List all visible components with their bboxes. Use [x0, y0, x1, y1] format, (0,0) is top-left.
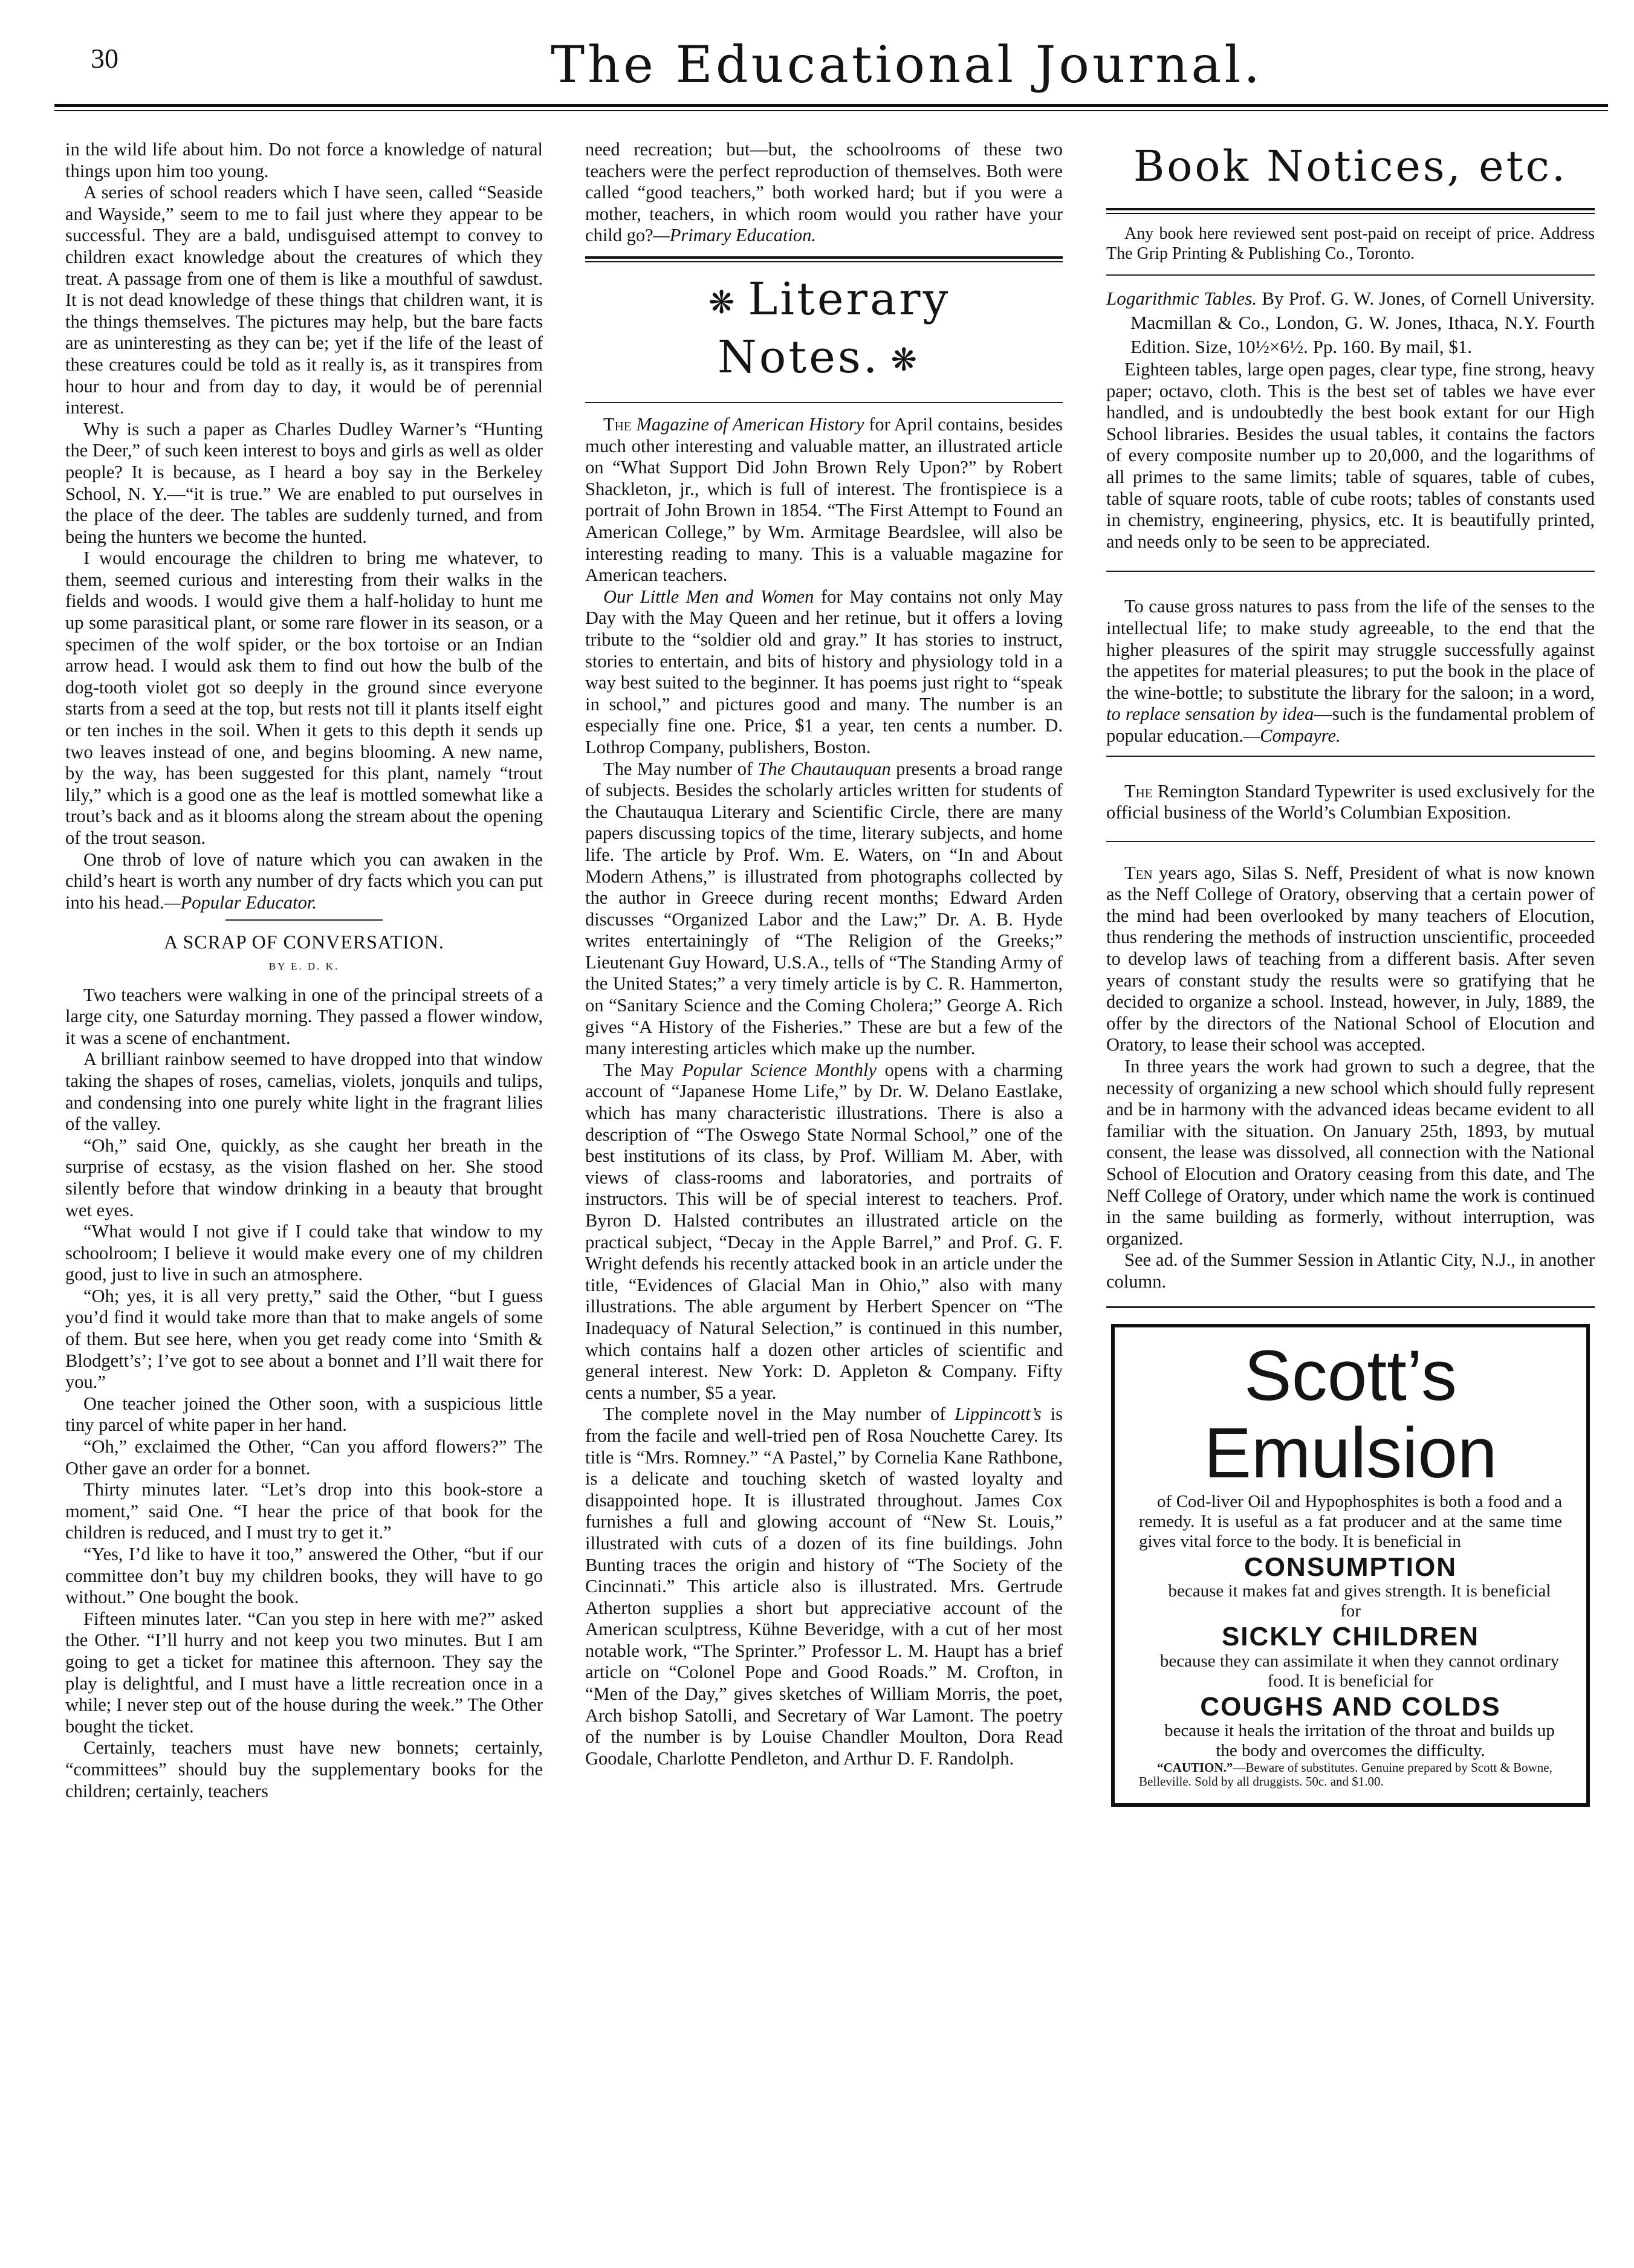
book-details: By Prof. G. W. Jones, of Cornell University. Macmillan & Co., London, G. W. Jones, Ithaca, N.Y. Fourth Edition. Size, 10½×6½. Pp. 160. By mail, $1.	[1130, 288, 1595, 357]
divider	[1106, 841, 1595, 842]
page-number: 30	[91, 43, 118, 74]
column-middle	[585, 139, 1063, 1769]
column-left	[65, 139, 543, 1802]
publication-title: Popular Science Monthly	[682, 1059, 877, 1080]
source-credit: —Primary Education.	[653, 225, 817, 246]
paragraph-lead: The	[1124, 780, 1153, 802]
heading-text: Literary Notes.	[718, 273, 951, 383]
paragraph: “Yes, I’d like to have it too,” answered the Other, “but if our committee don’t buy my children books, they will have to go without.” One bought the book.	[65, 1544, 543, 1608]
paragraph	[585, 586, 1063, 759]
paragraph	[585, 759, 1063, 1060]
divider	[1106, 274, 1595, 276]
masthead-rule-thin	[54, 110, 1608, 111]
source-credit: —Compayre.	[1243, 725, 1341, 746]
masthead-rule	[54, 104, 1608, 107]
ad-text: because it makes fat and gives strength. It is beneficial for	[1168, 1581, 1551, 1621]
quote-paragraph	[1106, 596, 1595, 747]
ad-title-line1: Scott’s	[1244, 1335, 1457, 1416]
paragraph: In three years the work had grown to such a degree, that the necessity of organizing a new school which should fully represent and be in harmony with the advanced ideas became evident to all familiar with the situation. On January 25th, 1893, by mutual consent, the lease was dissolved, all connection with the National School of Elocution and Oratory ceasing from this date, and The Neff College of Oratory, under which name the work is continued in the same building as formerly, without interruption, was organized.	[1106, 1056, 1595, 1249]
paragraph: Thirty minutes later. “Let’s drop into this book-store a moment,” said One. “I hear the price of that book for the children is reduced, and I must try to get it.”	[65, 1479, 543, 1543]
flower-ornament-icon: ❋	[890, 342, 919, 379]
paragraph: in the wild life about him. Do not force a knowledge of natural things upon him too young.	[65, 139, 543, 181]
paragraph-text: for April contains, besides much other interesting and valuable matter, an illustrated article on “What Support Did John Brown Rely Upon?” by Robert Shackleton, jr., which is full of interest. The frontispiece is a portrait of John Brown in 1854. “The First Attempt to Found an American College,” by Wm. Armitage Beardslee, will also be interesting reading to many. This is a valuable magazine for American teachers.	[585, 414, 1063, 586]
book-title: Logarithmic Tables.	[1106, 288, 1257, 309]
paragraph: “Oh,” said One, quickly, as she caught her breath in the surprise of ecstasy, as the vision flashed on her. She stood silently before that window drinking in a beauty that brought wet eyes.	[65, 1135, 543, 1220]
paragraph: “What would I not give if I could take that window to my schoolroom; I believe it would make every one of my children good, just to live in such an atmosphere.	[65, 1221, 543, 1285]
paragraph-lead: The complete novel in the May number of	[603, 1404, 946, 1425]
paragraph-text: To cause gross natures to pass from the life of the senses to the intellectual life; to make study agreeable, to the end that the higher pleasures of the spirit may struggle successfully against the appetites for material pleasures; to put the book in the place of the wine-bottle; to substitute the library for the saloon; in a word,	[1106, 596, 1595, 703]
paragraph-text: —such is the fundamental problem of popular education.	[1106, 704, 1595, 746]
paragraph-text: need recreation; but—but, the schoolrooms of these two teachers were the perfect reproduction of themselves. Both were called “good teachers,” both worked hard; but if you were a mother, teachers, in which room would you rather have your child go?	[585, 139, 1063, 246]
paragraph-lead: Ten	[1124, 862, 1153, 883]
ad-caption-coughs-colds: COUGHS AND COLDS	[1200, 1691, 1501, 1722]
paragraph	[585, 1060, 1063, 1404]
source-credit: —Popular Educator.	[164, 892, 317, 913]
paragraph-lead: The May	[603, 1059, 674, 1080]
divider	[225, 919, 383, 921]
paragraph: A brilliant rainbow seemed to have dropped into that window taking the shapes of roses, camelias, violets, jonquils and tulips, and condensing into one purely white light in the fragrant lilies of the valley.	[65, 1049, 543, 1135]
ad-caution	[1139, 1761, 1562, 1789]
paragraph-text: One throb of love of nature which you can awaken in the child’s heart is worth any number of dry facts which you can put into his head.	[65, 849, 543, 913]
paragraph	[585, 1404, 1063, 1769]
column-right	[1106, 139, 1595, 1807]
paragraph-text: presents a broad range of subjects. Besides the scholarly articles written for students of the Chautauqua Literary and Scientific Circle, there are many papers discussing topics of the time, literary subjects, and home life. The article by Prof. Wm. E. Waters, on “In and About Modern Athens,” is illustrated from photographs collected by the author in Greece during recent months; Edward Arden discusses “Organized Labor and the Law;” Dr. A. B. Hyde writes entertainingly of “The Religion of the Greeks;” Lieutenant Guy Howard, U.S.A., tells of “The Standing Army of the United States;” a very timely article is by C. R. Hammerton, on “Sanitary Science and the Coming Cholera;” George A. Rich gives “A History of the Fisheries.” These are but a few of the many interesting articles which make up the number.	[585, 758, 1063, 1059]
emphasis: to replace sensation by idea	[1106, 704, 1314, 725]
ad-body: of Cod-liver Oil and Hypophosphites is both a food and a remedy. It is useful as a fat producer and at the same time gives vital force to the body. It is beneficial in	[1139, 1491, 1562, 1551]
ad-text: because they can assimilate it when they cannot ordinary food. It is beneficial for	[1159, 1651, 1560, 1691]
publication-title: The Chautauquan	[757, 758, 891, 779]
paragraph: Two teachers were walking in one of the principal streets of a large city, one Saturday morning. They passed a flower window, it was a scene of enchantment.	[65, 984, 543, 1048]
paragraph: One teacher joined the Other soon, with a suspicious little tiny parcel of white paper in her hand.	[65, 1393, 543, 1436]
paragraph-text: for May contains not only May Day with the May Queen and her retinue, but it offers a loving tribute to the “soldier old and gray.” It has stories to instruct, stories to entertain, and bits of history and physiology told in a way best suited to the beginner. It has poems just right to “speak in school,” and pictures good and many. The number is an especially fine one. Price, $1 a year, ten cents a number. D. Lothrop Company, publishers, Boston.	[585, 586, 1063, 757]
book-entry-header	[1106, 287, 1595, 359]
section-heading-literary-notes	[585, 272, 1063, 387]
flower-ornament-icon: ❋	[708, 284, 738, 321]
publication-title: Lippincott’s	[955, 1404, 1042, 1425]
ad-title-line2: Emulsion	[1204, 1413, 1497, 1493]
section-heading-book-notices: Book Notices, etc.	[1133, 141, 1568, 191]
masthead-title: The Educational Journal.	[550, 35, 1263, 94]
ad-caption-consumption: CONSUMPTION	[1244, 1552, 1457, 1582]
paragraph-lead: The May number of	[603, 758, 753, 779]
paragraph: Why is such a paper as Charles Dudley Warner’s “Hunting the Deer,” of such keen interest to boys and girls as well as older people? It is because, as I heard a boy say in the Berkeley School, N. Y.—“it is true.” We are enabled to put ourselves in the place of the deer. The tables are suddenly turned, and from being the hunters we become the hunted.	[65, 418, 543, 547]
paragraph: Certainly, teachers must have new bonnets; certainly, “committees” should buy the supplementary books for the children; certainly, teachers	[65, 1737, 543, 1801]
paragraph: A series of school readers which I have seen, called “Seaside and Wayside,” seem to me to fail just where they appear to be successful. They are a bald, undisguised attempt to convey to children exact knowledge about the creatures of which they treat. A passage from one of them is like a mouthful of sawdust. It is not dead knowledge of these things that children want, it is the things themselves. The pictures may help, but the bare facts are as uninteresting as they can be; yet if the life of the least of these creatures could be told as it really is, as it transpires from hour to hour and from day to day, it would be of perennial interest.	[65, 182, 543, 418]
caution-text: —Beware of substitutes. Genuine prepared by Scott & Bowne, Belleville. Sold by all druggists. 50c. and $1.00.	[1139, 1760, 1552, 1789]
paragraph	[585, 414, 1063, 586]
publication-title: Our Little Men and Women	[603, 586, 814, 607]
divider	[1106, 756, 1595, 757]
paragraph	[1106, 781, 1595, 824]
divider	[1106, 208, 1595, 214]
divider	[585, 402, 1063, 403]
divider	[1106, 1306, 1595, 1308]
paragraph-text: is from the facile and well-tried pen of Rosa Nouchette Carey. Its title is “Mrs. Romney.” “A Pastel,” by Cornelia Kane Rathbone, is a delicate and touching sketch of wasted loyalty and disappointed hope. It is illustrated throughout. James Cox furnishes a full and glowing account of “New St. Louis,” illustrated with cuts of a dozen of its fine buildings. John Bunting traces the origin and history of “The Society of the Cincinnati.” This article also is illustrated. Mrs. Gertrude Atherton supplies a short but appreciative account of the American sculptress, Kühne Beveridge, with a cut of her most notable work, “The Sprinter.” Professor L. M. Haupt has a brief article on “Colonel Pope and Good Roads.” M. Crofton, in “Men of the Day,” gives sketches of William Morris, the poet, Arch bishop Satolli, and Secretary of War Lamont. The poetry of the number is by Louise Chandler Moulton, Dora Read Goodale, Charlotte Pendleton, and Arthur D. F. Randolph.	[585, 1404, 1063, 1769]
paragraph: Fifteen minutes later. “Can you step in here with me?” asked the Other. “I’ll hurry and not keep you two minutes. But I am going to get a ticket for matinee this afternoon. They say the play is delightful, and I must have a little recreation once in a while; I never step out of the house during the week.” The Other bought the ticket.	[65, 1608, 543, 1737]
paragraph: “Oh; yes, it is all very pretty,” said the Other, “but I guess you’d find it would take more than that to make angels of some of them. But see here, when you get ready come into ‘Smith & Blodgett’s’; I’ve got to see about a bonnet and I’ll wait there for you.”	[65, 1285, 543, 1393]
book-notice-info: Any book here reviewed sent post-paid on receipt of price. Address The Grip Printing & Publishing Co., Toronto.	[1106, 224, 1595, 263]
ad-text: because it heals the irritation of the throat and builds up the body and overcomes the difficulty.	[1164, 1721, 1555, 1761]
publication-title: Magazine of American History	[636, 414, 864, 435]
paragraph: See ad. of the Summer Session in Atlantic City, N.J., in another column.	[1106, 1249, 1595, 1292]
paragraph	[1106, 863, 1595, 1056]
paragraph: Eighteen tables, large open pages, clear type, fine strong, heavy paper; octavo, cloth. This is the best set of tables we have ever handled, and is undoubtedly the best book extant for our High School libraries. Besides the usual tables, it contains the factors of every composite number up to 20,000, and the logarithms of all primes to the same limits; table of squares, table of cubes, table of square roots, table of cube roots; tables of constants used in chemistry, engineering, physics, etc. It is beautifully printed, and needs only to be seen to be appreciated.	[1106, 359, 1595, 552]
paragraph-text: years ago, Silas S. Neff, President of what is now known as the Neff College of Oratory, observing that a certain power of the mind had been overlooked by many teachers of Elocution, thus rendering the methods of instruction unscientific, proceeded to develop laws of teaching from a different basis. After seven years of constant study the results were so gratifying that he decided to organize a school. Instead, however, in July, 1889, the offer by the directors of the National School of Elocution and Oratory, to lease their school was accepted.	[1106, 862, 1595, 1055]
paragraph	[65, 849, 543, 914]
paragraph-text: opens with a charming account of “Japanese Home Life,” by Dr. W. Delano Eastlake, which has many characteristic illustrations. There is also a description of “The Oswego State Normal School,” one of the best institutions of its class, by Prof. William M. Aber, with views of class-rooms and laboratories, and portraits of instructors. This will be of special interest to teachers. Prof. Byron D. Halsted contributes an illustrated article on the practical subject, “Decay in the Apple Barrel,” and Prof. G. F. Wright defends his recently attacked book in an article under the title, “Evidences of Glacial Man in Ohio,” also with many illustrations. The able argument by Herbert Spencer on “The Inadequacy of Natural Selection,” is continued in this number, which contains half a dozen other articles of scientific and general interest. New York: D. Appleton & Company. Fifty cents a number, $5 a year.	[585, 1059, 1063, 1403]
article-byline: BY E. D. K.	[268, 960, 340, 972]
paragraph-text: Remington Standard Typewriter is used exclusively for the official business of the World’s Columbian Exposition.	[1106, 780, 1595, 823]
divider	[1106, 571, 1595, 572]
advertisement-scotts-emulsion	[1111, 1324, 1590, 1807]
paragraph	[585, 139, 1063, 247]
article-title: A SCRAP OF CONVERSATION.	[164, 931, 444, 953]
paragraph: I would encourage the children to bring me whatever, to them, seemed curious and interesting from their walks in the fields and woods. I would give them a half-holiday to hunt me up some parasitical plant, or some rare flower in its season, or a specimen of the wolf spider, or the box tortoise or an Indian arrow head. I would ask them to find out how the bulb of the dog-tooth violet got so deeply in the ground since everyone starts from a seed at the top, but rests not till it plants itself eight or ten inches in the soil. When it gets to this depth it sends up two leaves instead of one, and begins blooming. A new name, by the way, has been suggested for this plant, namely “trout lily,” which is a good one as the leaf is mottled somewhat like a trout’s back and as it blooms along the stream about the opening of the trout season.	[65, 548, 543, 848]
ad-caption-sickly-children: SICKLY CHILDREN	[1221, 1622, 1480, 1652]
paragraph-lead: The	[603, 414, 632, 435]
divider	[585, 256, 1063, 262]
caution-label: “CAUTION.”	[1157, 1760, 1233, 1775]
paragraph: “Oh,” exclaimed the Other, “Can you afford flowers?” The Other gave an order for a bonnet.	[65, 1436, 543, 1479]
